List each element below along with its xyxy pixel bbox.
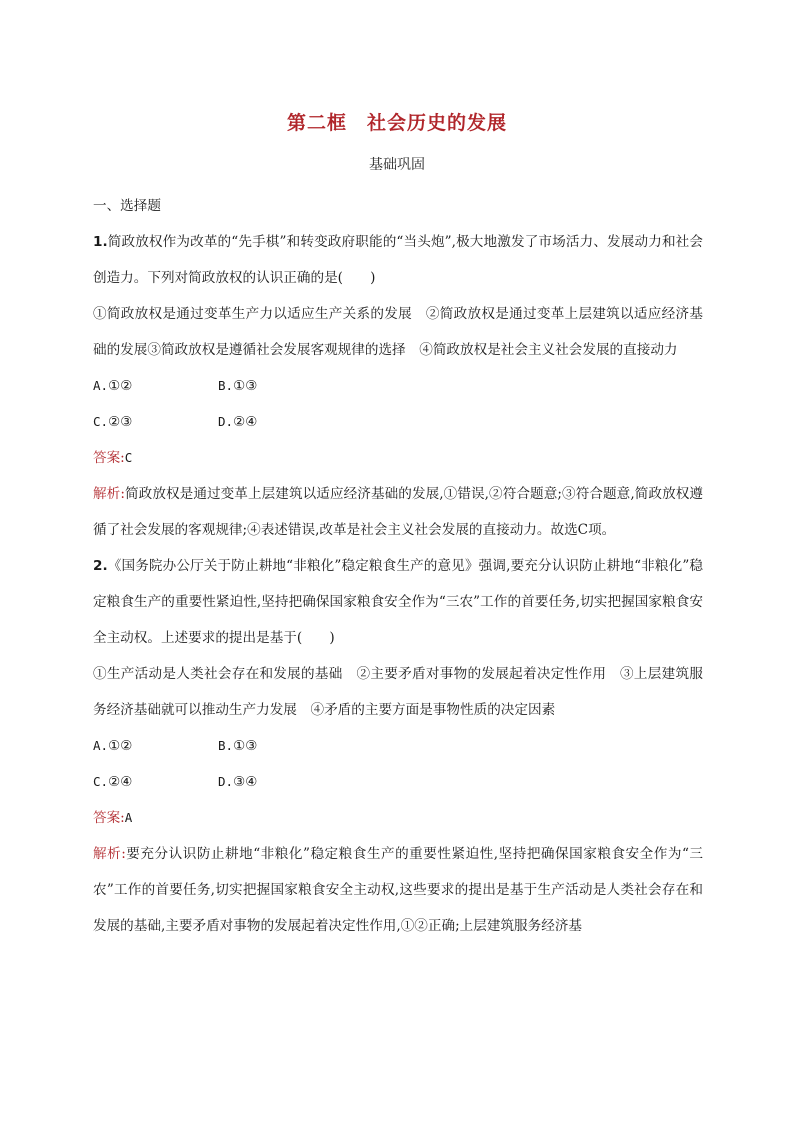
page-subtitle: 基础巩固 [369, 157, 425, 173]
option-text: ①② [108, 738, 133, 754]
option-d [218, 404, 343, 440]
question-stem-text: 《国务院办公厅关于防止耕地“非粮化”稳定粮食生产的意见》强调,要充分认识防止耕地“非粮化”稳定粮食生产的重要性紧迫性,坚持把确保国家粮食安全作为“三农”工作的首要任务,切实把握国家粮食安全主动权。上述要求的提出是基于( ) [93, 558, 703, 646]
option-b [218, 368, 343, 404]
page-title: 第二框 社会历史的发展 [286, 112, 507, 134]
option-text: ①③ [233, 738, 258, 754]
answer-value: C [124, 450, 133, 465]
option-text: ②③ [108, 414, 133, 430]
option-letter: D. [218, 774, 234, 789]
option-c [93, 404, 218, 440]
option-a [93, 728, 218, 764]
question-1 [93, 224, 703, 548]
options-row [93, 368, 703, 404]
section-heading: 一、选择题 [93, 198, 161, 214]
question-statements: ①简政放权是通过变革生产力以适应生产关系的发展 ②简政放权是通过变革上层建筑以适应经济基础的发展③简政放权是遵循社会发展客观规律的选择 ④简政放权是社会主义社会发展的直接动力 [93, 306, 703, 358]
answer [93, 440, 703, 476]
option-d [218, 764, 343, 800]
answer-value: A [124, 810, 133, 825]
explanation [93, 836, 703, 944]
options-row [93, 404, 703, 440]
question-2 [93, 548, 703, 944]
document-content [93, 188, 703, 944]
options-row [93, 728, 703, 764]
explanation [93, 476, 703, 548]
option-letter: B. [218, 378, 234, 393]
option-b [218, 728, 343, 764]
options-row [93, 764, 703, 800]
option-letter: D. [218, 414, 234, 429]
option-letter: B. [218, 738, 234, 753]
option-text: ②④ [108, 774, 133, 790]
answer [93, 800, 703, 836]
question-statements: ①生产活动是人类社会存在和发展的基础 ②主要矛盾对事物的发展起着决定性作用 ③上层建筑服务经济基础就可以推动生产力发展 ④矛盾的主要方面是事物性质的决定因素 [93, 666, 703, 718]
question-stem [93, 548, 703, 656]
answer-label: 答案: [93, 450, 125, 466]
explanation-text: 简政放权是通过变革上层建筑以适应经济基础的发展,①错误,②符合题意;③符合题意,简政放权遵循了社会发展的客观规律;④表述错误,改革是社会主义社会发展的直接动力。故选C项。 [93, 486, 703, 538]
answer-label: 答案: [93, 810, 125, 826]
option-letter: A. [93, 738, 109, 753]
option-text: ①③ [233, 378, 258, 394]
question-number: 1. [93, 234, 108, 250]
question-stem [93, 224, 703, 296]
question-number: 2. [93, 558, 108, 574]
option-letter: A. [93, 378, 109, 393]
explanation-label: 解析: [93, 846, 126, 862]
option-letter: C. [93, 774, 109, 789]
option-text: ①② [108, 378, 133, 394]
option-letter: C. [93, 414, 109, 429]
explanation-text: 要充分认识防止耕地“非粮化”稳定粮食生产的重要性紧迫性,坚持把确保国家粮食安全作为“三农”工作的首要任务,切实把握国家粮食安全主动权,这些要求的提出是基于生产活动是人类社会存在和发展的基础,主要矛盾对事物的发展起着决定性作用,①②正确;上层建筑服务经济基 [93, 846, 703, 934]
option-text: ③④ [233, 774, 258, 790]
explanation-label: 解析: [93, 486, 125, 502]
option-c [93, 764, 218, 800]
question-stem-text: 简政放权作为改革的“先手棋”和转变政府职能的“当头炮”,极大地激发了市场活力、发展动力和社会创造力。下列对简政放权的认识正确的是( ) [93, 234, 703, 286]
option-a [93, 368, 218, 404]
option-text: ②④ [233, 414, 258, 430]
